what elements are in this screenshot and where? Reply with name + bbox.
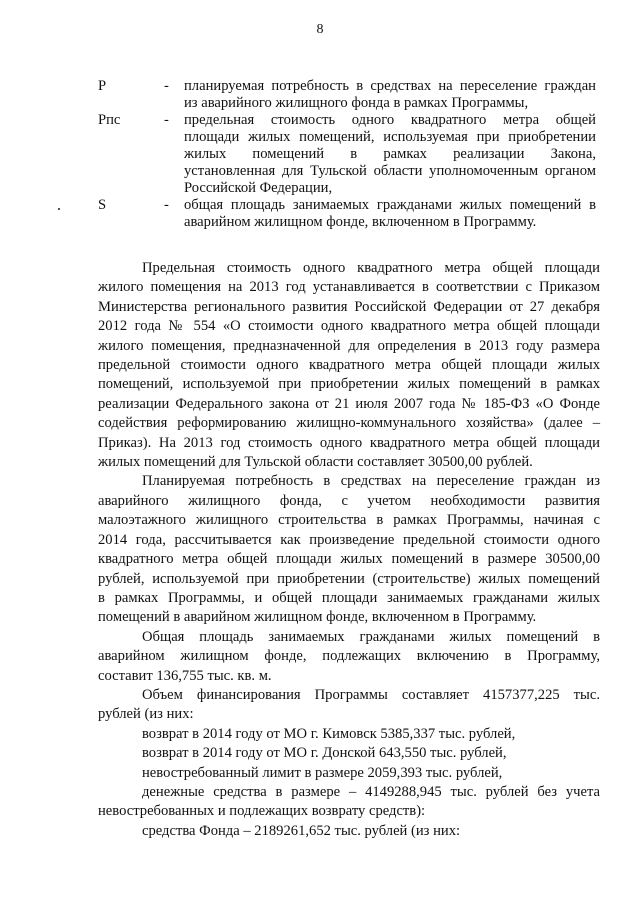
text-line: аварийном жилищном фонде, подлежащих включению в Программу,	[98, 648, 600, 665]
text-line: Министерства регионального развития Российской Федерации от 27 декабря	[98, 298, 600, 315]
paragraph-funds	[98, 783, 600, 822]
text-line: составит 136,755 тыс. кв. м.	[98, 667, 272, 684]
text-line: денежные средства в размере – 4149288,945 тыс. рублей без учета	[142, 783, 600, 800]
text-line: средства Фонда – 2189261,652 тыс. рублей (из них:	[142, 822, 461, 839]
paragraph-max-cost	[98, 259, 600, 472]
text-line: 2014 года, рассчитывается как произведение предельной стоимости одного	[98, 531, 600, 548]
margin-mark	[58, 208, 60, 210]
text-line: Приказ). На 2013 год стоимость одного квадратного метра общей площади	[98, 434, 600, 451]
text-line: жилых помещений для Тульской области составляет 30500,00 рублей.	[98, 454, 533, 471]
definition-symbol: Рпс	[98, 112, 121, 128]
definition-text	[184, 78, 596, 112]
text-line: 2012 года № 554 «О стоимости одного квадратного метра общей площади	[98, 318, 600, 335]
definition-dash: -	[164, 78, 169, 94]
text-line: жилого помещения на 2013 год устанавливается в соответствии с Приказом	[98, 279, 600, 296]
definition-item-p	[98, 78, 598, 112]
definition-line: Российской Федерации,	[184, 180, 333, 196]
definition-symbol: S	[98, 197, 107, 213]
text-line: Предельная стоимость одного квадратного метра общей площади	[142, 260, 600, 276]
definition-line: предельная стоимость одного квадратного метра общей	[184, 112, 596, 128]
paragraph-total-area	[98, 628, 600, 686]
definition-symbol: Р	[98, 78, 107, 94]
text-line: Планируемая потребность в средствах на переселение граждан из	[142, 473, 600, 490]
definition-line: общая площадь занимаемых гражданами жилых помещений в	[184, 197, 596, 213]
financing-item: невостребованный лимит в размере 2059,393 тыс. рублей,	[142, 764, 503, 781]
text-line: невостребованных и подлежащих возврату средств):	[98, 803, 426, 820]
text-line: рублей (из них:	[98, 706, 194, 723]
financing-item: возврат в 2014 году от МО г. Донской 643,550 тыс. рублей,	[142, 745, 507, 762]
text-line: предельной стоимости одного квадратного метра общей площади жилых	[98, 357, 600, 374]
definitions-list	[98, 78, 598, 231]
text-line: Объем финансирования Программы составляет 4157377,225 тыс.	[142, 686, 600, 703]
text-line: реализации Федерального закона от 21 июля 2007 года № 185-ФЗ «О Фонде	[98, 395, 600, 412]
definition-text	[184, 197, 596, 231]
text-line: малоэтажного жилищного строительства в рамках Программы, начиная с	[98, 512, 600, 529]
text-line: Общая площадь занимаемых гражданами жилых помещений в	[142, 628, 600, 645]
text-line: помещений в аварийном жилищном фонде, включенном в Программу.	[98, 609, 537, 626]
definition-line: установленная для Тульской области уполномоченным органом	[184, 163, 596, 179]
page-number: 8	[316, 22, 324, 37]
definition-dash: -	[164, 112, 169, 128]
definition-text	[184, 112, 596, 197]
definition-line: планируемая потребность в средствах на переселение граждан	[184, 78, 596, 94]
paragraph-financing	[98, 686, 600, 725]
text-line: помещений, используемой при приобретении жилых помещений в рамках	[98, 376, 600, 393]
text-line: аварийного жилищного фонда, с учетом необходимости развития	[98, 492, 600, 509]
text-line: рублей, используемой при приобретении (строительстве) жилых помещений	[98, 570, 600, 587]
document-body	[98, 259, 600, 841]
definition-line: из аварийного жилищного фонда в рамках Программы,	[184, 95, 529, 111]
financing-items	[98, 725, 600, 783]
text-line: жилого помещения, предназначенной для определения в 2013 году размера	[98, 337, 600, 354]
definition-dash: -	[164, 197, 169, 213]
definition-item-rps	[98, 112, 598, 197]
paragraph-planned-need	[98, 472, 600, 627]
definition-item-s	[98, 197, 598, 231]
definition-line: площади жилых помещений, используемая при приобретении	[184, 129, 596, 145]
financing-item: возврат в 2014 году от МО г. Кимовск 5385,337 тыс. рублей,	[142, 725, 516, 742]
definition-line: жилых помещений в рамках реализации Закона,	[184, 146, 596, 162]
text-line: квадратного метра общей площади жилых помещений в размере 30500,00	[98, 551, 600, 568]
definition-line: аварийном жилищном фонде, включенном в Программу.	[184, 214, 537, 230]
paragraph-fund-means	[98, 822, 600, 841]
text-line: в рамках Программы, и общей площади занимаемых гражданами жилых	[98, 589, 600, 606]
text-line: содействия реформированию жилищно-коммунального хозяйства» (далее –	[98, 415, 600, 432]
